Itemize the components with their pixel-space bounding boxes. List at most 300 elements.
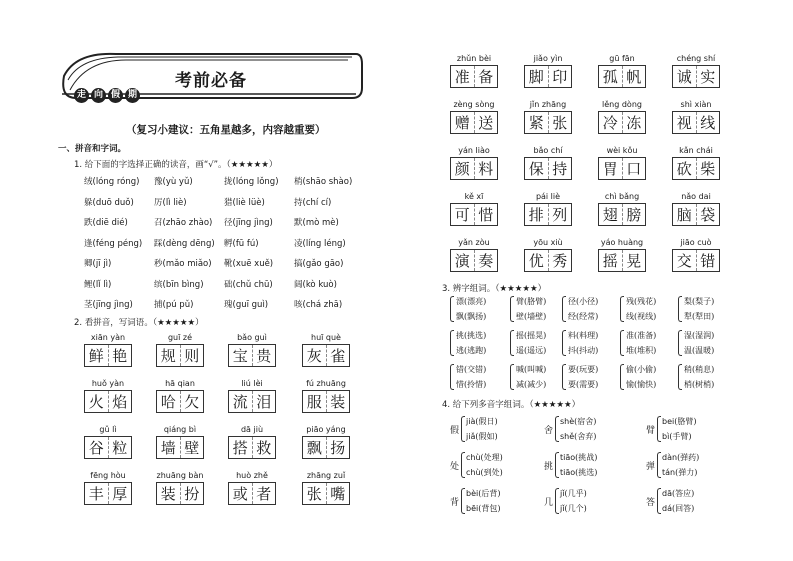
word-char-box[interactable]: 厚 [108,483,132,504]
word-pair-line: 准(准备) [626,331,657,340]
tian-grid-boxes [450,249,498,272]
word-pinyin: chì bǎng [604,192,640,201]
word-pair-line: 湿(湿润) [684,331,715,340]
polyphone-line [555,414,596,429]
word-char-box[interactable]: 壁 [180,437,204,458]
brace-mark [678,364,682,390]
polyphone-char: 答 [646,498,656,508]
pinyin-choice[interactable]: 逢(féng péng) [84,238,143,249]
word-char-box[interactable]: 宝 [232,347,248,365]
word-char-box[interactable]: 泪 [252,391,276,412]
polyphone-char: 臂 [646,426,656,436]
tian-grid-boxes [524,203,572,226]
word-pair-line: 径(小径) [568,297,599,306]
word-pinyin: jǐn zhāng [529,100,567,109]
polyphone-char: 几 [544,498,554,508]
tian-grid-boxes [84,344,132,367]
tian-grid-boxes [598,157,646,180]
word-char-box[interactable]: 冷 [602,114,618,132]
polyphone-line [555,501,587,516]
word-char-box[interactable]: 欠 [180,391,204,412]
tian-grid-boxes [228,344,276,367]
section1-heading: 一、拼音和字词。 [58,144,127,154]
word-char-box[interactable]: 秀 [548,250,572,271]
brace-mark [510,364,514,390]
word-char-box[interactable]: 孤 [602,68,618,86]
word-pinyin: huò zhě [236,471,268,480]
polyphone-word: (几乎) [564,489,587,498]
word-pair-line: 惜(拎惜) [456,380,487,389]
word-pinyin: piāo yáng [306,425,346,434]
word-pinyin: jiǎo yìn [533,54,563,63]
pinyin-choice[interactable]: 默(mò mè) [294,218,339,228]
polyphone-char: 舍 [544,426,554,436]
word-pinyin: pái liè [535,192,561,201]
word-pair-line: 残(残花) [626,297,657,306]
word-pair-line: 偷(小偷) [626,365,657,374]
word-char-box[interactable]: 规 [160,347,176,365]
polyphone-word: (挑选) [575,468,598,477]
brace-mark [510,296,514,322]
word-char-box[interactable]: 张 [306,485,322,503]
word-char-box[interactable]: 装 [326,391,350,412]
word-pair-group [450,362,486,392]
polyphone-lines [657,450,699,480]
word-pair-line: 逃(逃跑) [456,346,487,355]
word-pinyin: gǔ lì [99,425,117,434]
brace-mark [657,488,661,514]
tian-grid-boxes [672,111,720,134]
pinyin-choice[interactable]: 踩(dèng dēng) [154,238,215,249]
badge-2: 假 [108,88,123,103]
brace-mark [678,296,682,322]
word-pinyin: kě xī [464,192,484,201]
pinyin-choice[interactable]: 鲤(lǐ lì) [84,279,112,290]
pinyin-choice[interactable]: 孵(fū fú) [224,238,259,249]
pinyin-choice[interactable]: 秒(mǎo miǎo) [154,259,212,269]
word-char-box[interactable]: 演 [454,252,470,270]
word-char-box[interactable]: 帆 [622,66,646,87]
word-pair-group [510,328,546,358]
word-char-box[interactable]: 扬 [326,437,350,458]
brace-mark [562,296,566,322]
word-pair-line: 要(玩要) [568,365,599,374]
word-pinyin: zhuāng bàn [156,471,204,480]
pinyin-choice[interactable]: 础(chǔ chū) [224,279,273,290]
polyphone-word: (背包) [478,504,501,513]
tian-grid-boxes [228,436,276,459]
polyphone-lines [657,486,694,516]
word-char-box[interactable]: 贵 [252,345,276,366]
word-pinyin: kǎn chái [679,146,713,155]
polyphone-line [461,486,500,501]
polyphone-lines [555,486,587,516]
badge-1: 向 [91,88,106,103]
word-pair-line: 错(交错) [456,365,487,374]
polyphone-pinyin: jià [466,417,476,426]
polyphone-line [461,465,503,480]
word-char-box[interactable]: 紧 [528,114,544,132]
polyphone-line [555,486,587,501]
word-pair-line: 犁(犁田) [684,312,715,321]
word-pinyin: jiāo cuò [680,238,712,247]
brace-mark [461,452,465,478]
polyphone-line [657,414,696,429]
brace-mark [450,296,454,322]
word-char-box[interactable]: 张 [548,112,572,133]
brace-mark [555,488,559,514]
polyphone-word: (弹药) [677,453,700,462]
polyphone-word: (舍弃) [574,432,597,441]
word-char-box[interactable]: 优 [528,252,544,270]
tian-grid-boxes [450,111,498,134]
word-pair-group [450,328,486,358]
tian-grid-boxes [84,482,132,505]
polyphone-line [657,486,694,501]
brace-mark [555,452,559,478]
word-pair-group [450,294,486,324]
word-pair-line: 摇(摇晃) [516,331,547,340]
q2-heading: 2. 看拼音，写词语。（★★★★★） [74,318,204,328]
polyphone-pinyin: tiāo [560,453,576,462]
word-char-box[interactable]: 者 [252,483,276,504]
word-char-box[interactable]: 排 [528,206,544,224]
pinyin-choice[interactable]: 梢(shāo shào) [294,177,353,187]
tian-grid-boxes [156,344,204,367]
brace-mark [461,488,465,514]
word-pinyin: gū fān [609,54,635,63]
word-char-box[interactable]: 扮 [180,483,204,504]
word-char-box[interactable]: 保 [528,160,544,178]
word-char-box[interactable]: 哈 [160,393,176,411]
tian-grid-boxes [84,436,132,459]
polyphone-lines [461,450,503,480]
polyphone-pinyin: dā [662,489,672,498]
word-char-box[interactable]: 焰 [108,391,132,412]
brace-mark [555,416,559,442]
polyphone-line [461,429,498,444]
tian-grid-boxes [228,390,276,413]
word-pair-group [510,362,546,392]
polyphone-word: (到处) [480,468,503,477]
word-pair-line: 漂(漂亮) [456,297,487,306]
word-pinyin: shì xiàn [680,100,712,109]
brace-mark [562,330,566,356]
word-pinyin: lěng dòng [602,100,642,109]
polyphone-pinyin: bèi [466,489,479,498]
word-pinyin: huǒ yàn [91,379,125,388]
word-char-box[interactable]: 翅 [602,206,618,224]
word-pinyin: yǎn zòu [458,238,490,247]
word-pinyin: guī zé [167,333,193,342]
word-char-box[interactable]: 墙 [160,439,176,457]
tian-grid-boxes [672,249,720,272]
word-pair-line: 要(需要) [568,380,599,389]
word-pair-line: 经(经常) [568,312,599,321]
polyphone-pinyin: shě [560,432,575,441]
brace-mark [620,296,624,322]
word-pair-group [678,294,714,324]
pinyin-choice[interactable]: 凌(líng léng) [294,238,346,249]
word-pair-line: 遥(遥远) [516,346,547,355]
word-pinyin: xiān yàn [90,333,126,342]
polyphone-word: (弹力) [675,468,698,477]
word-pinyin: bǎo guì [237,333,267,342]
polyphone-pinyin: jǐ [560,489,565,498]
pinyin-choice[interactable]: 缤(bīn bìng) [154,279,204,290]
word-pair-line: 稍(稍息) [684,365,715,374]
word-char-box[interactable]: 颜 [454,160,470,178]
polyphone-pinyin: jǐ [560,504,565,513]
pinyin-choice[interactable]: 阔(kò kuò) [294,279,337,290]
word-pinyin: nǎo dai [681,192,711,201]
pinyin-choice[interactable]: 猎(liè lüè) [224,197,265,208]
tian-grid-boxes [524,111,572,134]
section4-heading: 4. 给下列多音字组词。（★★★★★） [442,400,581,410]
word-pinyin: qiáng bì [163,425,197,434]
word-char-box[interactable]: 实 [696,66,720,87]
word-char-box[interactable]: 惜 [474,204,498,225]
pinyin-choice[interactable]: 豫(yù yǔ) [154,177,193,187]
word-pair-group [678,328,714,358]
pinyin-choice[interactable]: 召(zhāo zhào) [154,218,213,228]
word-char-box[interactable]: 送 [474,112,498,133]
word-pair-line: 梨(梨子) [684,297,715,306]
polyphone-word: (手臂) [669,432,692,441]
word-char-box[interactable]: 飘 [306,439,322,457]
word-char-box[interactable]: 鲜 [88,347,104,365]
polyphone-lines [657,414,696,444]
word-pinyin: chéng shí [676,54,716,63]
pinyin-choice[interactable]: 持(chí cí) [294,197,332,208]
polyphone-line [555,450,597,465]
polyphone-word: (宿舍) [574,417,597,426]
tian-grid-boxes [302,390,350,413]
word-char-box[interactable]: 搭 [232,439,248,457]
word-char-box[interactable]: 备 [474,66,498,87]
pinyin-choice[interactable]: 捕(pú pǔ) [154,300,194,310]
polyphone-lines [461,414,498,444]
tian-grid-boxes [524,249,572,272]
word-char-box[interactable]: 则 [180,345,204,366]
word-char-box[interactable]: 交 [676,252,692,270]
word-char-box[interactable]: 嘴 [326,483,350,504]
word-char-box[interactable]: 错 [696,250,720,271]
word-pinyin: yáo huàng [600,238,644,247]
pinyin-choice[interactable]: 茎(jīng jìng) [84,300,133,310]
polyphone-lines [555,450,597,480]
pinyin-choice[interactable]: 靴(xuē xuě) [224,259,274,269]
pinyin-choice[interactable]: 厉(lì liè) [154,197,187,208]
word-pair-group [562,362,598,392]
word-char-box[interactable]: 救 [252,437,276,458]
brace-mark [510,330,514,356]
word-char-box[interactable]: 粒 [108,437,132,458]
word-char-box[interactable]: 冻 [622,112,646,133]
pinyin-choice[interactable]: 躲(duō duǒ) [84,197,134,208]
tian-grid-boxes [302,344,350,367]
word-pair-group [620,362,656,392]
section3-heading: 3. 辨字组词。（★★★★★） [442,284,547,294]
word-char-box[interactable]: 艳 [108,345,132,366]
brace-mark [450,330,454,356]
word-char-box[interactable]: 持 [548,158,572,179]
word-char-box[interactable]: 线 [696,112,720,133]
polyphone-pinyin: dàn [662,453,678,462]
word-pair-line: 喊(叫喊) [516,365,547,374]
brace-mark [461,416,465,442]
word-char-box[interactable]: 雀 [326,345,350,366]
word-char-box[interactable]: 灰 [306,347,322,365]
word-char-box[interactable]: 口 [622,158,646,179]
word-char-box[interactable]: 视 [676,114,692,132]
word-pair-line: 梢(树梢) [684,380,715,389]
word-char-box[interactable]: 奏 [474,250,498,271]
polyphone-word: (挑战) [575,453,598,462]
polyphone-pinyin: shè [560,417,575,426]
tian-grid-boxes [598,111,646,134]
pinyin-choice[interactable]: 径(jīng jìng) [224,218,273,228]
word-char-box[interactable]: 装 [160,485,176,503]
brace-mark [562,364,566,390]
tian-grid-boxes [672,157,720,180]
word-pair-line: 减(减少) [516,380,547,389]
tian-grid-boxes [302,482,350,505]
word-pinyin: liú lèi [241,379,263,388]
polyphone-pinyin: bei [662,417,675,426]
polyphone-word: (后背) [478,489,501,498]
word-pair-line: 飘(飘扬) [456,312,487,321]
word-char-box[interactable]: 服 [306,393,322,411]
polyphone-pinyin: tiāo [560,468,576,477]
tian-grid-boxes [156,482,204,505]
tian-grid-boxes [598,65,646,88]
polyphone-lines [555,414,596,444]
tian-grid-boxes [598,203,646,226]
polyphone-char: 背 [450,498,460,508]
word-pair-group [510,294,546,324]
brace-mark [620,330,624,356]
polyphone-lines [461,486,500,516]
page-title: 考前必备 [175,71,247,91]
polyphone-line [657,429,696,444]
word-pinyin: yōu xiù [533,238,563,247]
word-pair-group [620,294,656,324]
word-pinyin: zhāng zuǐ [306,471,346,480]
word-char-box[interactable]: 准 [454,68,470,86]
word-char-box[interactable]: 胃 [602,160,618,178]
word-pinyin: zèng sòng [453,100,495,109]
word-pinyin: huī què [311,333,341,342]
polyphone-line [461,414,498,429]
tian-grid-boxes [156,436,204,459]
word-pair-line: 线(视线) [626,312,657,321]
polyphone-line [657,465,699,480]
word-pair-line: 挑(挑选) [456,331,487,340]
word-char-box[interactable]: 谷 [88,439,104,457]
word-char-box[interactable]: 或 [232,485,248,503]
polyphone-line [555,465,597,480]
word-char-box[interactable]: 赠 [454,114,470,132]
polyphone-pinyin: jiǎ [466,432,476,441]
tian-grid-boxes [672,203,720,226]
pinyin-choice[interactable]: 绒(lóng róng) [84,177,140,187]
polyphone-pinyin: dá [662,504,672,513]
word-char-box[interactable]: 砍 [676,160,692,178]
polyphone-pinyin: bì [662,432,670,441]
brace-mark [657,452,661,478]
polyphone-word: (处理) [480,453,503,462]
polyphone-pinyin: chù [466,468,481,477]
word-char-box[interactable]: 流 [232,393,248,411]
word-char-box[interactable]: 脚 [528,68,544,86]
tian-grid-boxes [524,157,572,180]
word-char-box[interactable]: 丰 [88,485,104,503]
word-pair-group [678,362,714,392]
pinyin-choice[interactable]: 跌(diē dié) [84,218,128,228]
polyphone-line [555,429,596,444]
polyphone-line [461,450,503,465]
pinyin-choice[interactable]: 搞(gǎo gāo) [294,259,344,269]
word-char-box[interactable]: 脑 [676,206,692,224]
polyphone-word: (回答) [671,504,695,513]
word-char-box[interactable]: 袋 [696,204,720,225]
word-pair-line: 愉(愉快) [626,380,657,389]
polyphone-char: 假 [450,426,460,436]
word-pair-group [562,328,598,358]
word-char-box[interactable]: 柴 [696,158,720,179]
tian-grid-boxes [84,390,132,413]
word-pinyin: hā qian [165,379,195,388]
word-char-box[interactable]: 膀 [622,204,646,225]
badge-0: 走 [74,88,89,103]
brace-mark [678,330,682,356]
word-char-box[interactable]: 摇 [602,252,618,270]
word-char-box[interactable]: 料 [474,158,498,179]
word-pair-line: 温(温暖) [684,346,715,355]
word-char-box[interactable]: 列 [548,204,572,225]
pinyin-choice[interactable]: 拢(lóng lǒng) [224,177,279,187]
tian-grid-boxes [450,157,498,180]
word-char-box[interactable]: 诚 [676,68,692,86]
polyphone-line [461,501,500,516]
word-pinyin: yán liào [458,146,490,155]
pinyin-choice[interactable]: 咳(chá zhā) [294,300,343,310]
brace-mark [450,364,454,390]
polyphone-pinyin: chù [466,453,481,462]
word-pair-line: 抖(抖动) [568,346,599,355]
word-pinyin: zhǔn bèi [456,54,492,63]
word-pair-line: 臂(胳臂) [516,297,547,306]
badge-3: 期 [125,88,140,103]
polyphone-char: 挑 [544,462,554,472]
word-char-box[interactable]: 可 [454,206,470,224]
tian-grid-boxes [156,390,204,413]
tian-grid-boxes [524,65,572,88]
polyphone-line [657,450,699,465]
word-char-box[interactable]: 火 [88,393,104,411]
tian-grid-boxes [450,203,498,226]
pinyin-choice[interactable]: 卿(jī jì) [84,259,112,269]
word-pair-line: 壁(墙壁) [516,312,547,321]
word-char-box[interactable]: 晃 [622,250,646,271]
polyphone-pinyin: bēi [466,504,479,513]
q1-heading: 1. 给下面的字选择正确的读音，画“√”。（★★★★★） [74,160,278,170]
word-pinyin: bǎo chí [533,146,563,155]
word-pair-line: 堆(堆积) [626,346,657,355]
word-char-box[interactable]: 印 [548,66,572,87]
pinyin-choice[interactable]: 瑰(guī guì) [224,300,269,310]
